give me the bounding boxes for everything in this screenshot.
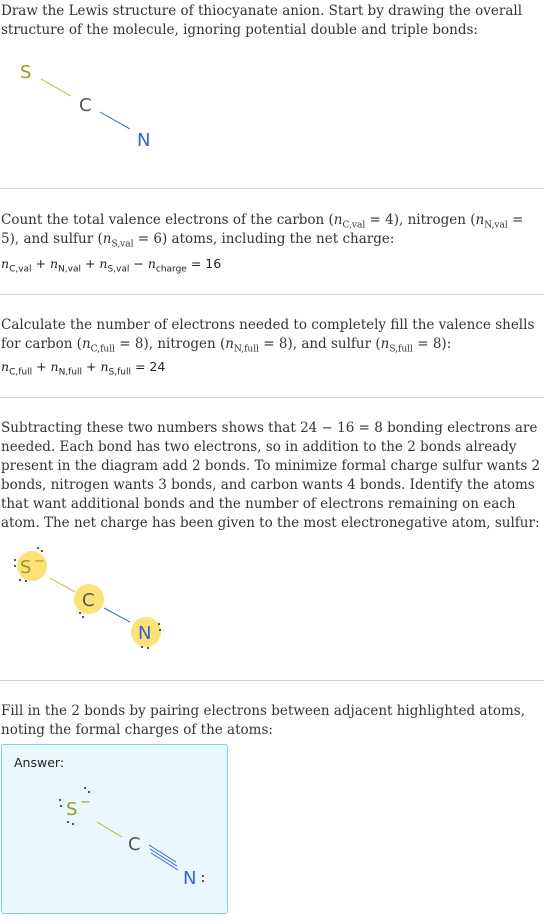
step2-text: Count the total valence electrons of the carbon $(n_{C,val} = 4)$, nitrogen $(n_{N,val} = 5)$, and sulfur $(n_{S,val} = 6)$ atoms, including the net charge: [1,212,524,250]
step3-text: Calculate the number of electrons needed to completely fill the valence shells for carbon $(n_{C,full} = 8)$, nitrogen $(n_{N,full} = 8)$, and sulfur $(n_{S,full} = 8)$: [1,317,535,355]
atom-carbon: C [128,834,141,855]
step5-text: Fill in the 2 bonds by pairing electrons between adjacent highlighted atoms, noting the formal charges of the atoms: [1,703,526,738]
atom-sulfur-charge: − [80,795,91,810]
atom-nitrogen: N [138,623,152,644]
var-n: n [333,212,343,228]
valence-formula: $n_{C,val} + n_{N,val} + n_{S,val} - n_{charge} = 16$ [1,256,222,275]
atom-nitrogen: N [183,868,197,889]
divider [0,680,544,681]
answer-label: Answer: [14,755,65,770]
atom-carbon: C [79,95,92,116]
triple-bond [149,845,178,870]
structure-diagram-2 [0,540,544,680]
atom-sulfur-charge: − [34,554,45,569]
atom-sulfur: S [66,799,78,820]
divider [0,294,544,295]
full-shell-formula: $n_{C,full} + n_{N,full} + n_{S,full} = 24$ [1,359,166,378]
step4-text: Subtracting these two numbers shows that 24 − 16 = 8 bonding electrons are needed. Each bond has two electrons, so in addition to the 2 bonds already present in the diagram add 2 bonds. To minimize formal charge sulfur wants 2 bonds, nitrogen wants 3 bonds, and carbon wants 4 bonds. Identify the atoms that want additional bonds and the number of electrons remaining on each atom. The net charge has been given to the most electronegative atom, sulfur: [1,420,541,531]
structure-diagram-1 [0,0,544,190]
atom-nitrogen: N [137,130,151,151]
step1-text: Draw the Lewis structure of thiocyanate anion. Start by drawing the overall structure of the molecule, ignoring potential double and triple bonds: [1,3,523,38]
atom-carbon: C [82,590,95,611]
final-lewis-structure [0,744,544,924]
atom-sulfur: S [20,557,32,578]
atom-sulfur: S [20,62,32,83]
divider [0,397,544,398]
divider [0,188,544,189]
